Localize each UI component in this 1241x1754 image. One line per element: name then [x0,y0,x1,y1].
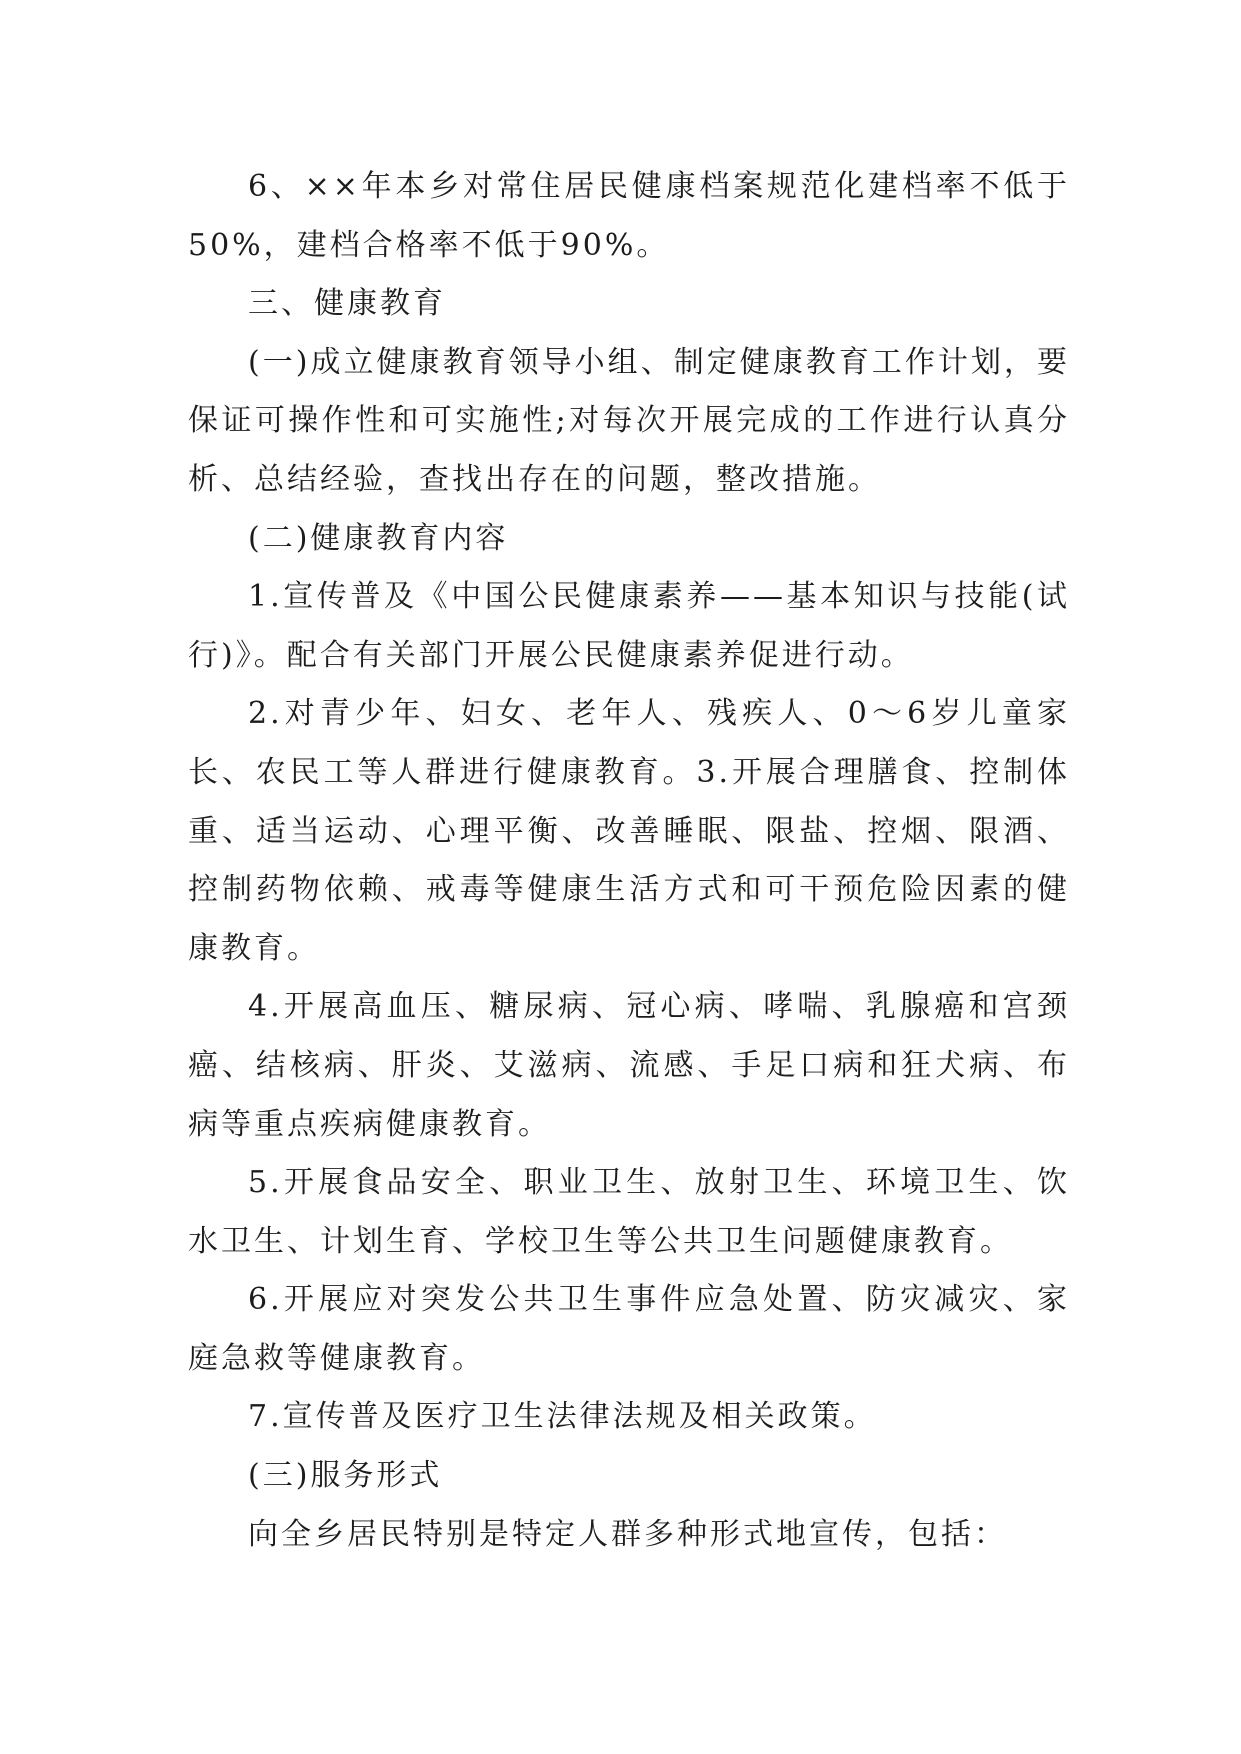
document-body [188,158,1070,1564]
paragraph-item-6: 6.开展应对突发公共卫生事件应急处置、防灾减灾、家庭急救等健康教育。 [188,1282,1070,1376]
paragraph-item-7: 7.宣传普及医疗卫生法律法规及相关政策。 [248,1399,877,1435]
section-heading-health-education: 三、健康教育 [248,286,446,322]
paragraph-item-4: 4.开展高血压、糖尿病、冠心病、哮喘、乳腺癌和宫颈癌、结核病、肝炎、艾滋病、流感、手足口病和狂犬病、布病等重点疾病健康教育。 [188,989,1070,1142]
paragraph-item-1: 1.宣传普及《中国公民健康素养——基本知识与技能(试行)》。配合有关部门开展公民健康素养促进行动。 [188,579,1070,673]
paragraph-item-2-3: 2.对青少年、妇女、老年人、残疾人、0～6岁儿童家长、农民工等人群进行健康教育。3.开展合理膳食、控制体重、适当运动、心理平衡、改善睡眠、限盐、控烟、限酒、控制药物依赖、戒毒等健康生活方式和可干预危险因素的健康教育。 [188,696,1070,966]
subheading-education-content: (二)健康教育内容 [248,520,509,556]
paragraph-item-5: 5.开展食品安全、职业卫生、放射卫生、环境卫生、饮水卫生、计划生育、学校卫生等公共卫生问题健康教育。 [188,1165,1070,1259]
paragraph-archive-rate: 6、××年本乡对常住居民健康档案规范化建档率不低于50%，建档合格率不低于90%。 [188,169,1070,263]
paragraph-leadership-group: (一)成立健康教育领导小组、制定健康教育工作计划，要保证可操作性和可实施性;对每次开展完成的工作进行认真分析、总结经验，查找出存在的问题，整改措施。 [188,344,1070,497]
subheading-service-form: (三)服务形式 [248,1458,443,1494]
paragraph-publicity-forms: 向全乡居民特别是特定人群多种形式地宣传，包括： [248,1516,1007,1552]
